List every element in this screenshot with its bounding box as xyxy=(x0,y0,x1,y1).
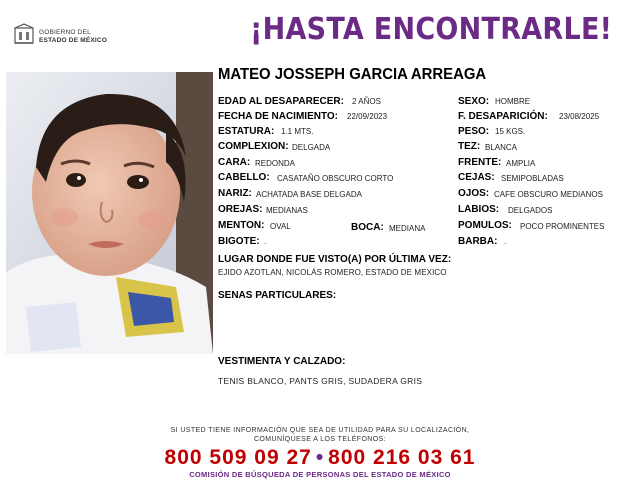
person-name: MATEO JOSSEPH GARCIA ARREAGA xyxy=(218,66,487,83)
labios-value: DELGADOS xyxy=(508,206,553,215)
ojos-value: CAFE OBSCURO MEDIANOS xyxy=(494,190,603,199)
nacimiento-value: 22/09/2023 xyxy=(347,112,388,121)
cejas-value: SEMIPOBLADAS xyxy=(501,174,564,183)
senas-label: SENAS PARTICULARES: xyxy=(218,290,337,301)
orejas-value: MEDIANAS xyxy=(266,206,308,215)
government-logo xyxy=(12,22,116,48)
state-seal-icon xyxy=(12,22,36,46)
missing-person-photo xyxy=(6,72,213,354)
menton-value: OVAL xyxy=(270,222,291,231)
complexion-label: COMPLEXION: xyxy=(218,141,289,152)
ojos-label: OJOS: xyxy=(458,188,490,199)
vestimenta-label: VESTIMENTA Y CALZADO: xyxy=(218,356,346,367)
vestimenta-value: TENIS BLANCO, PANTS GRIS, SUDADERA GRIS xyxy=(218,376,423,386)
cabello-value: CASATAÑO OBSCURO CORTO xyxy=(277,174,394,183)
peso-label: PESO: xyxy=(458,126,490,137)
estatura-value: 1.1 MTS. xyxy=(281,127,314,136)
tez-value: BLANCA xyxy=(485,143,518,152)
logo-line-1: GOBIERNO DEL xyxy=(39,29,91,36)
cara-label: CARA: xyxy=(218,157,251,168)
lugar-label: LUGAR DONDE FUE VISTO(A) POR ÚLTIMA VEZ: xyxy=(218,254,452,265)
nariz-label: NARIZ: xyxy=(218,188,252,199)
bigote-label: BIGOTE: xyxy=(218,236,260,247)
phone-number-2[interactable]: 800 216 03 61 xyxy=(328,446,476,469)
edad-value: 2 AÑOS xyxy=(352,97,381,106)
estatura-label: ESTATURA: xyxy=(218,126,275,137)
menton-label: MENTON: xyxy=(218,220,265,231)
sexo-label: SEXO: xyxy=(458,96,490,107)
headline: ¡HASTA ENCONTRARLE! xyxy=(250,12,613,47)
nacimiento-label: FECHA DE NACIMIENTO: xyxy=(218,111,338,122)
nariz-value: ACHATADA BASE DELGADA xyxy=(256,190,362,199)
phone-number-1[interactable]: 800 509 09 27 xyxy=(164,446,312,469)
orejas-label: OREJAS: xyxy=(218,204,263,215)
desaparicion-label: F. DESAPARICIÓN: xyxy=(458,111,548,122)
bigote-value: . xyxy=(264,237,267,246)
contact-info-line-1: SI USTED TIENE INFORMACIÓN QUE SEA DE UTILIDAD PARA SU LOCALIZACIÓN, xyxy=(170,427,470,434)
labios-label: LABIOS: xyxy=(458,204,500,215)
boca-value: MEDIANA xyxy=(389,224,426,233)
complexion-value: DELGADA xyxy=(292,143,331,152)
tez-label: TEZ: xyxy=(458,141,481,152)
barba-value: . xyxy=(504,237,507,246)
desaparicion-value: 23/08/2025 xyxy=(559,112,600,121)
child-portrait-illustration xyxy=(6,72,213,354)
pomulos-value: POCO PROMINENTES xyxy=(520,222,605,231)
edad-label: EDAD AL DESAPARECER: xyxy=(218,96,344,107)
logo-line-2: ESTADO DE MÉXICO xyxy=(39,37,108,44)
pomulos-label: POMULOS: xyxy=(458,220,512,231)
phone-numbers xyxy=(0,446,640,470)
contact-info-line-2: COMUNÍQUESE A LOS TELÉFONOS: xyxy=(253,436,387,443)
frente-value: AMPLIA xyxy=(506,159,536,168)
lugar-value: EJIDO AZOTLAN, NICOLÁS ROMERO, ESTADO DE MEXICO xyxy=(218,268,447,277)
bullet-separator-icon: • xyxy=(315,446,325,469)
peso-value: 15 KGS. xyxy=(495,127,526,136)
cara-value: REDONDA xyxy=(255,159,296,168)
frente-label: FRENTE: xyxy=(458,157,502,168)
cabello-label: CABELLO: xyxy=(218,172,270,183)
boca-label: BOCA: xyxy=(351,222,384,233)
commission-name: COMISIÓN DE BÚSQUEDA DE PERSONAS DEL ESTADO DE MÉXICO xyxy=(189,470,451,479)
barba-label: BARBA: xyxy=(458,236,498,247)
cejas-label: CEJAS: xyxy=(458,172,495,183)
sexo-value: HOMBRE xyxy=(495,97,531,106)
